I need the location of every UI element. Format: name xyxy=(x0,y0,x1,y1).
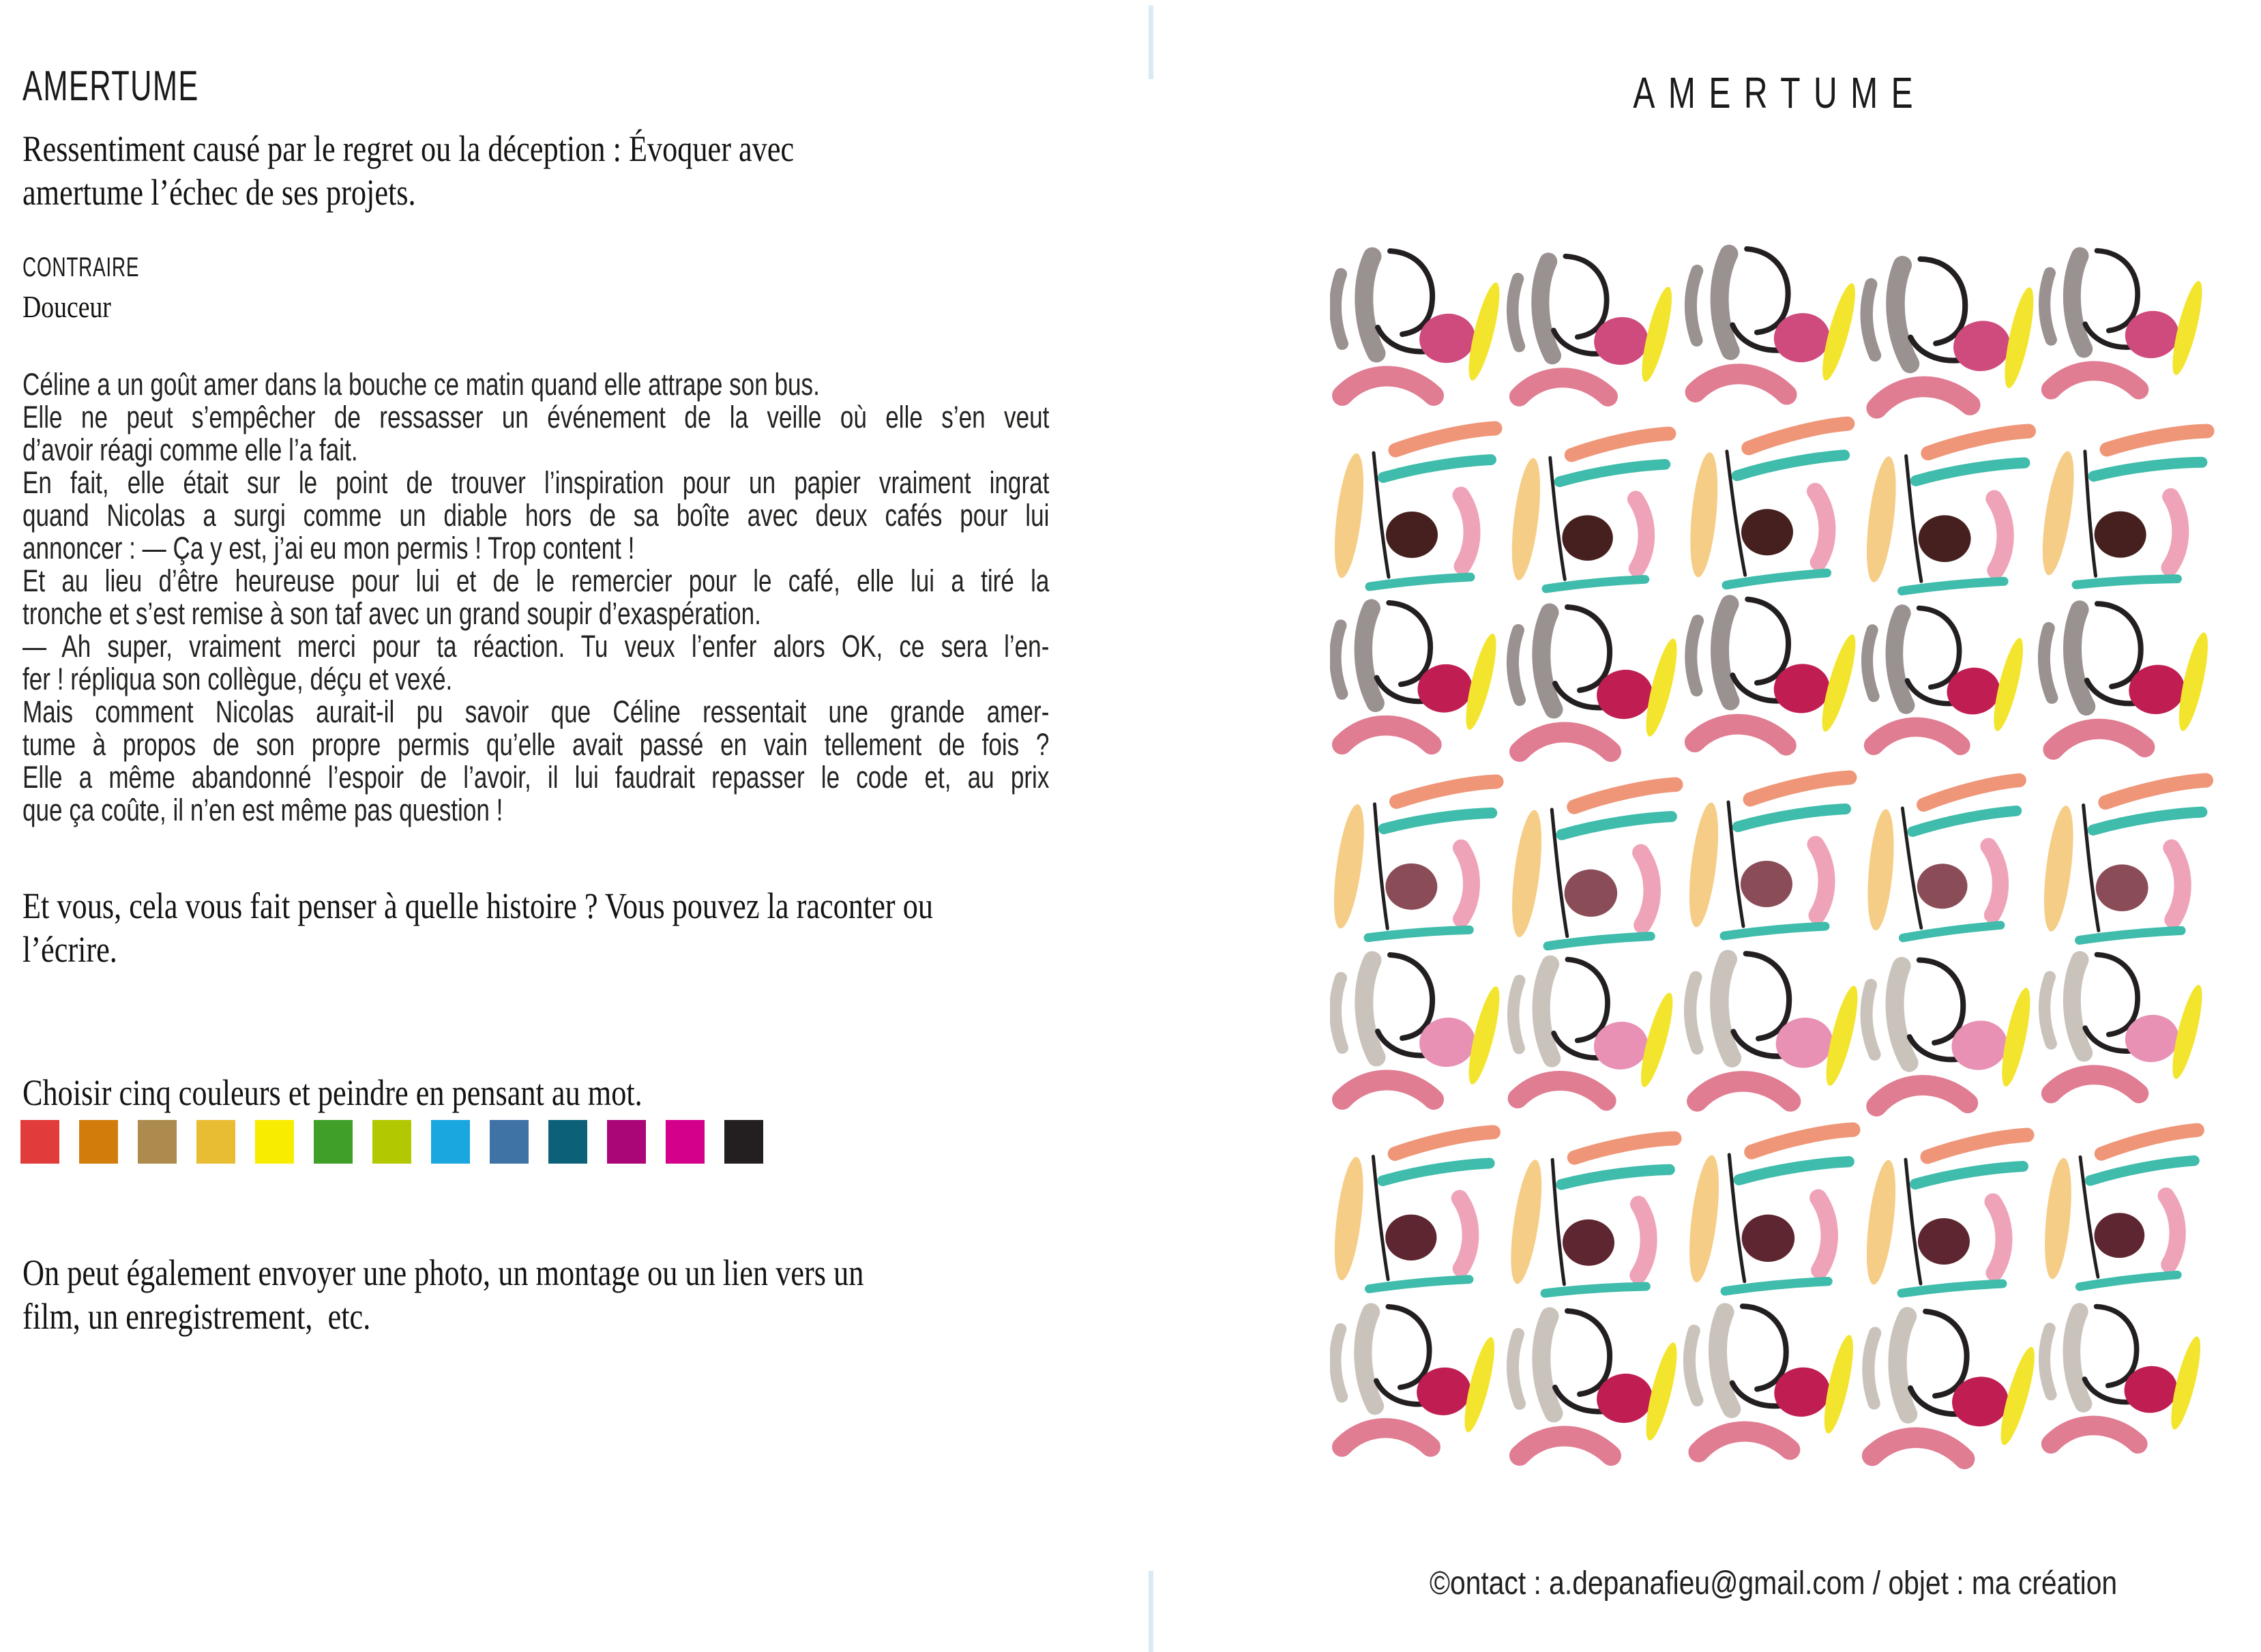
invite-line: l’écrire. xyxy=(23,929,117,970)
painting-row-1 xyxy=(1335,248,2208,409)
definition-text xyxy=(23,127,1274,214)
page-fold-mark-bottom xyxy=(1149,1571,1153,1652)
also-send-instruction xyxy=(23,1251,1274,1338)
definition-line: amertume l’échec de ses projets. xyxy=(23,172,416,213)
color-swatch-green xyxy=(314,1120,353,1164)
color-swatch-tan xyxy=(138,1120,177,1164)
also-line: film, un enregistrement, etc. xyxy=(23,1296,371,1337)
painting-row-6 xyxy=(1330,1130,2202,1297)
also-line: On peut également envoyer une photo, un montage ou un lien vers un xyxy=(23,1252,864,1293)
color-swatch-orange xyxy=(79,1120,118,1164)
invite-line: Et vous, cela vous fait penser à quelle histoire ? Vous pouvez la raconter ou xyxy=(23,885,933,926)
story-line: Et au lieu d’être heureuse pour lui et de le remercier pour le café, elle lui a tiré la xyxy=(23,563,1050,598)
story-line: d’avoir réagi comme elle l’a fait. xyxy=(23,432,358,467)
story-line: Elle a même abandonné l’espoir de l’avoir, il lui faudrait repasser le code et, au prix xyxy=(23,760,1050,795)
color-swatch-row xyxy=(20,1120,798,1164)
contraire-value: Douceur xyxy=(23,289,111,324)
story-line: annoncer : — Ça y est, j’ai eu mon permis ! Trop content ! xyxy=(23,531,635,565)
color-swatch-yellow xyxy=(255,1120,294,1164)
watercolor-painting xyxy=(1330,244,2217,1482)
story-line: tume à propos de son propre permis qu’elle avait passé en vain tellement de fois ? xyxy=(23,727,1050,762)
right-page-title xyxy=(1330,68,2217,117)
right-page-title-text: AMERTUME xyxy=(1633,68,1927,117)
contact-line xyxy=(1330,1566,2217,1602)
invite-text xyxy=(23,884,1274,971)
color-swatch-black xyxy=(724,1120,763,1164)
story-line: tronche et s’est remise à son taf avec un grand soupir d’exaspération. xyxy=(23,596,761,631)
contact-text: ©ontact : a.depanafieu@gmail.com / objet : ma création xyxy=(1429,1565,2118,1602)
page-fold-mark-top xyxy=(1149,5,1153,79)
color-swatch-cyan xyxy=(431,1120,470,1164)
painting-row-5 xyxy=(1335,954,2208,1106)
story-line: Elle ne peut s’empêcher de ressasser un événement de la veille où elle s’en veut xyxy=(23,400,1050,434)
story-line: quand Nicolas a surgi comme un diable hors de sa boîte avec deux cafés pour lui xyxy=(23,498,1050,533)
story-line: — Ah super, vraiment merci pour ta réaction. Tu veux l’enfer alors OK, ce sera l’en- xyxy=(23,629,1050,664)
left-page-title xyxy=(23,65,275,108)
color-swatch-red xyxy=(20,1120,59,1164)
story-line: que ça coûte, il n’en est même pas question ! xyxy=(23,793,503,827)
story-line: En fait, elle était sur le point de trouver l’inspiration pour un papier vraiment ingrat xyxy=(23,465,1050,500)
color-swatch-golden-yellow xyxy=(196,1120,235,1164)
painting-row-7 xyxy=(1335,1303,2206,1462)
story-line: Mais comment Nicolas aurait-il pu savoir que Céline ressentait une grande amer- xyxy=(23,694,1050,729)
color-swatch-chartreuse xyxy=(372,1120,411,1164)
color-swatch-dark-teal xyxy=(548,1120,587,1164)
definition-line: Ressentiment causé par le regret ou la déception : Évoquer avec xyxy=(23,128,795,169)
choose-colors-instruction: Choisir cinq couleurs et peindre en pensant au mot. xyxy=(23,1072,642,1113)
color-swatch-purple-magenta xyxy=(607,1120,646,1164)
painting-row-3 xyxy=(1335,598,2217,752)
painting-row-4 xyxy=(1330,778,2206,946)
story-line: Céline a un goût amer dans la bouche ce matin quand elle attrape son bus. xyxy=(23,367,820,402)
story-line: fer ! répliqua son collègue, déçu et vexé. xyxy=(23,662,453,696)
painting-row-2 xyxy=(1330,424,2207,591)
contraire-label: CONTRAIRE xyxy=(23,252,140,282)
story-text xyxy=(23,368,1339,827)
color-swatch-magenta xyxy=(666,1120,705,1164)
color-swatch-steel-blue xyxy=(490,1120,529,1164)
left-page-title-text: AMERTUME xyxy=(23,63,199,110)
